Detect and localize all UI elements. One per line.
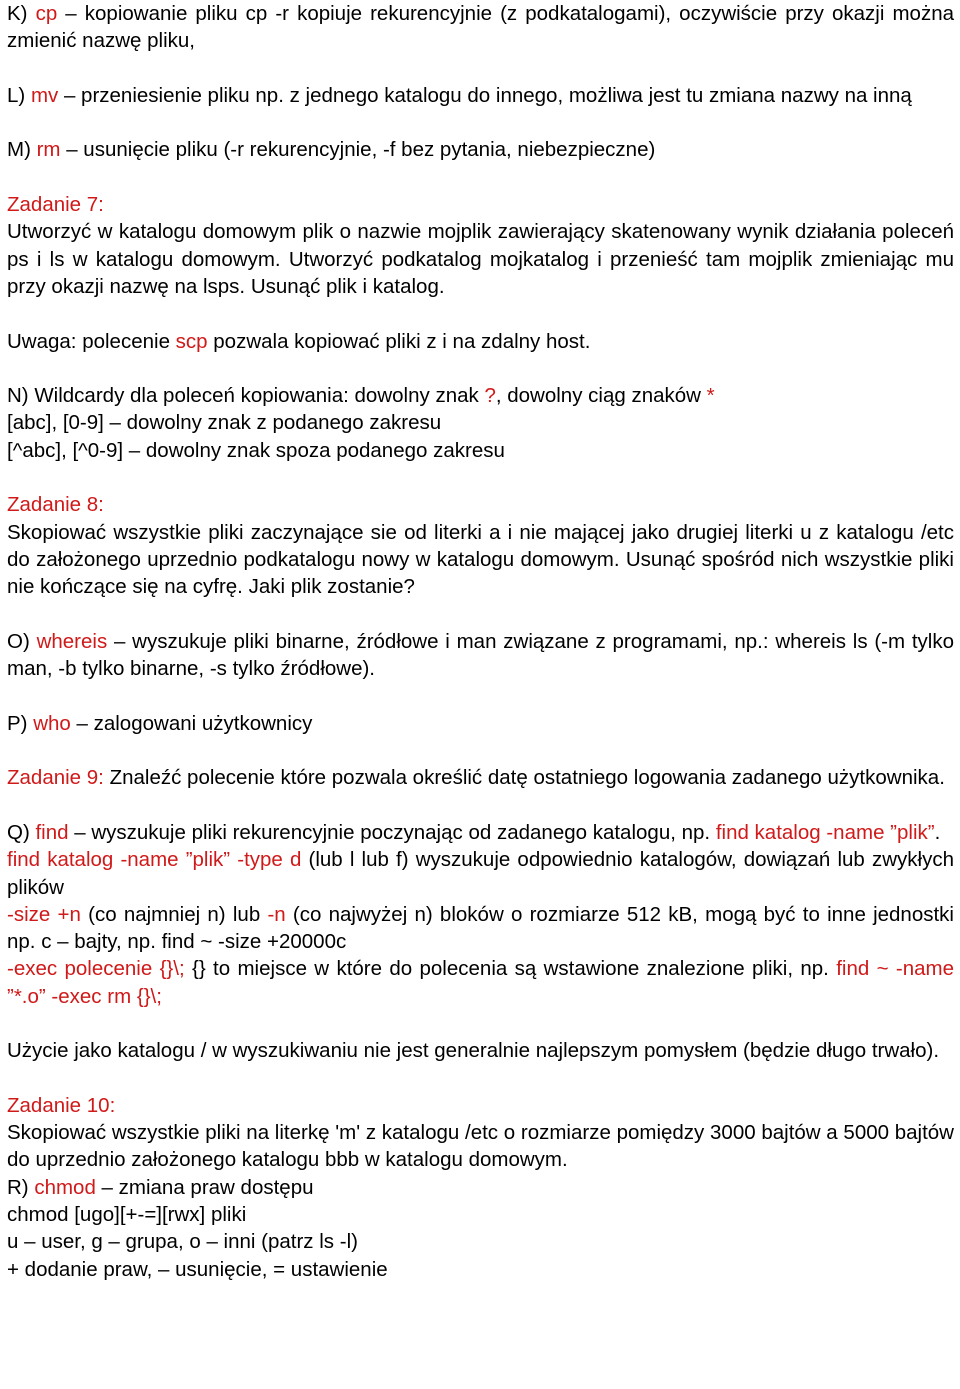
text-run: O) (7, 629, 37, 653)
highlighted-term: who (33, 711, 71, 735)
text-run: – wyszukuje pliki binarne, źródłowe i man związane z programami, np.: whereis ls (-m tylko man, -b tylko binarne, -s tylko źródłowe). (7, 629, 955, 681)
paragraph-zadanie-7-title (7, 191, 954, 218)
highlighted-term: mv (30, 83, 59, 107)
highlighted-term: Zadanie 8: (7, 493, 104, 517)
text-run: R) (7, 1175, 35, 1199)
text-run: (lub l lub f) wyszukuje odpowiednio katalogów, dowiązań lub zwykłych plików (7, 848, 954, 899)
paragraph-l-mv (7, 82, 954, 109)
paragraph-zadanie-10-text (7, 1119, 954, 1174)
text-run: (co najmniej n) lub (80, 902, 268, 926)
text-run: – zalogowani użytkownicy (70, 711, 313, 735)
paragraph-zadanie-10-title (7, 1092, 954, 1119)
text-run: K) (7, 2, 36, 25)
paragraph-q-find-type (7, 846, 954, 901)
paragraph-m-rm (7, 136, 954, 163)
paragraph-uwaga-scp (7, 328, 954, 355)
highlighted-term: rm (36, 138, 61, 162)
text-run: [^abc], [^0-9] – dowolny znak spoza podanego zakresu (7, 438, 505, 462)
text-run: M) (7, 138, 37, 162)
text-run: – zmiana praw dostępu (95, 1175, 314, 1199)
highlighted-term: -n (267, 902, 286, 926)
text-run: P) (7, 711, 34, 735)
text-run: – usunięcie pliku (-r rekurencyjnie, -f bez pytania, niebezpieczne) (60, 138, 656, 162)
text-run: L) (7, 83, 31, 107)
paragraph-r-operators (7, 1256, 954, 1283)
text-run: chmod [ugo][+-=][rwx] pliki (7, 1203, 247, 1227)
text-run: pozwala kopiować pliki z i na zdalny host. (207, 329, 591, 353)
paragraph-zadanie-8-text (7, 519, 954, 601)
text-run: Użycie jako katalogu / w wyszukiwaniu nie jest generalnie najlepszym pomysłem (będzie długo trwało). (7, 1039, 940, 1063)
highlighted-term: Zadanie 10: (7, 1093, 116, 1117)
text-run: Znaleźć polecenie które pozwala określić datę ostatniego logowania zadanego użytkownika. (103, 766, 945, 790)
paragraph-q-find-exec (7, 955, 954, 1010)
paragraph-o-whereis (7, 628, 954, 683)
text-run: – kopiowanie pliku cp -r kopiuje rekurencyjnie (z podkatalogami), oczywiście przy okazji można zmienić nazwę pliku, (7, 2, 955, 53)
paragraph-uwaga-find-root (7, 1037, 954, 1064)
text-run: + dodanie praw, – usunięcie, = ustawienie (7, 1257, 388, 1281)
text-run: N) Wildcardy dla poleceń kopiowania: dowolny znak (7, 384, 485, 408)
paragraph-q-find-size (7, 901, 954, 956)
paragraph-r-chmod (7, 1174, 954, 1201)
text-run: {} to miejsce w które do polecenia są wstawione znalezione pliki, np. (184, 957, 837, 981)
highlighted-term: Zadanie 9: (7, 766, 104, 790)
text-run: (co najwyżej n) bloków o rozmiarze 512 kB, mogą być to inne jednostki np. c – bajty, np. find ~ -size +20000c (7, 902, 954, 954)
text-run: . (934, 820, 941, 844)
highlighted-term: find ~ -name ”*.o” -exec rm {}\; (7, 957, 955, 1008)
highlighted-term: find (35, 820, 69, 844)
text-run: Skopiować wszystkie pliki na literkę 'm' z katalogu /etc o rozmiarze pomiędzy 3000 bajtów a 5000 bajtów do uprzednio założonego katalogu bbb w katalogu domowym. (7, 1121, 954, 1172)
highlighted-term: find katalog -name ”plik” (715, 820, 935, 844)
text-run: [abc], [0-9] – dowolny znak z podanego zakresu (7, 411, 442, 435)
paragraph-n-negrange (7, 437, 954, 464)
paragraph-q-find (7, 819, 954, 846)
paragraph-zadanie-7-text (7, 218, 954, 300)
highlighted-term: chmod (34, 1175, 96, 1199)
paragraph-k-cp (7, 0, 954, 55)
highlighted-term: whereis (36, 629, 108, 653)
text-run: Q) (7, 820, 36, 844)
highlighted-term: scp (175, 329, 208, 353)
paragraph-r-syntax (7, 1201, 954, 1228)
highlighted-term: ? (484, 384, 496, 408)
text-run: – wyszukuje pliki rekurencyjnie poczynając od zadanego katalogu, np. (68, 820, 716, 844)
text-run: Uwaga: polecenie (7, 329, 176, 353)
text-run: , dowolny ciąg znaków (495, 384, 707, 408)
text-run: Utworzyć w katalogu domowym plik o nazwie mojplik zawierający skatenowany wynik działania poleceń ps i ls w katalogu domowym. Utworzyć podkatalog mojkatalog i przenieść tam mojplik zmieniając mu przy okazji nazwę na lsps. Usunąć plik i katalog. (7, 220, 954, 298)
text-run: u – user, g – grupa, o – inni (patrz ls -l) (7, 1230, 358, 1254)
text-run: – przeniesienie pliku np. z jednego katalogu do innego, możliwa jest tu zmiana nazwy na inną (58, 83, 912, 107)
highlighted-term: -exec polecenie {}\; (7, 957, 185, 981)
paragraph-n-range (7, 409, 954, 436)
paragraph-n-wildcards (7, 382, 954, 409)
highlighted-term: find katalog -name ”plik” -type d (7, 848, 302, 872)
highlighted-term: -size +n (7, 902, 81, 926)
paragraph-zadanie-8-title (7, 491, 954, 518)
text-run: Skopiować wszystkie pliki zaczynające sie od literki a i nie mającej jako drugiej literki u z katalogu /etc do założonego uprzednio podkatalogu nowy w katalogu domowym. Usunąć spośród nich wszystkie pliki nie kończące się na cyfrę. Jaki plik zostanie? (7, 520, 954, 599)
highlighted-term: Zadanie 7: (7, 193, 104, 217)
paragraph-zadanie-9 (7, 764, 954, 791)
paragraph-p-who (7, 710, 954, 737)
paragraph-r-who-letters (7, 1228, 954, 1255)
highlighted-term: * (706, 384, 715, 408)
highlighted-term: cp (35, 2, 58, 25)
